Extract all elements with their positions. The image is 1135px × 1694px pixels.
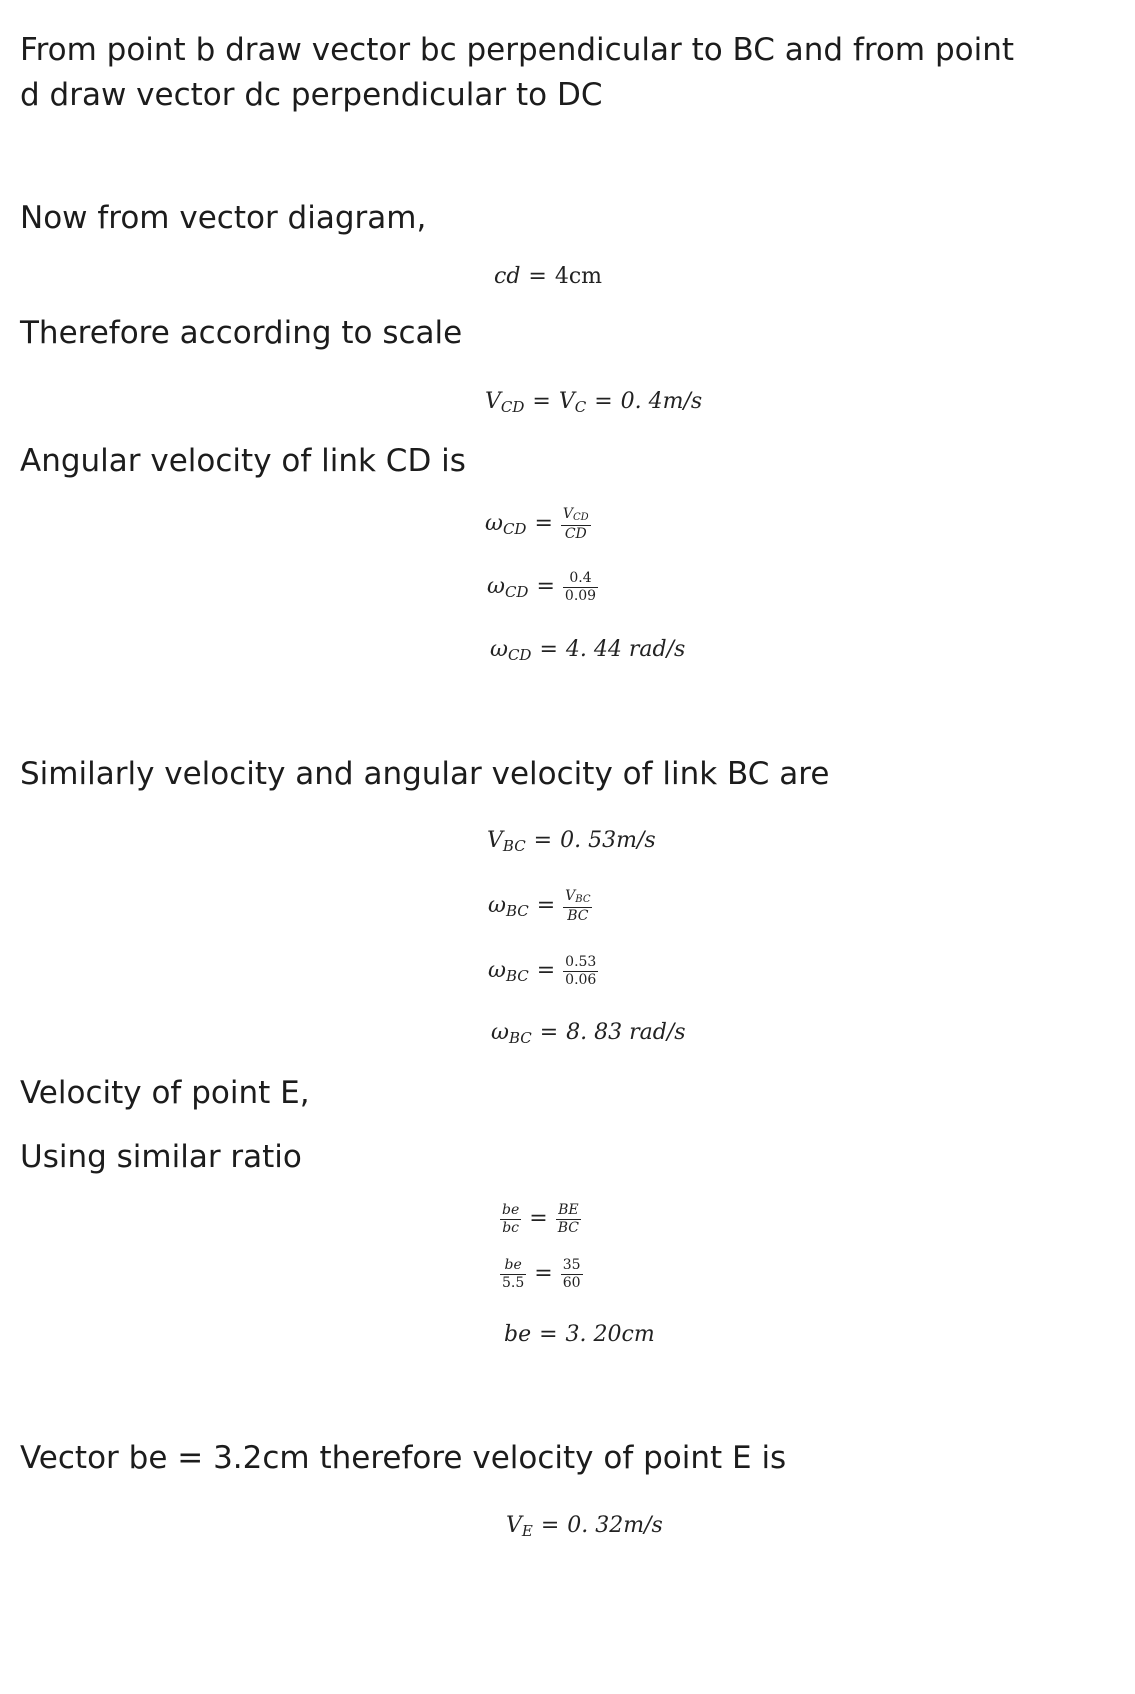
fraction-be-over-bc: $\frac{be}{bc}$	[502, 1202, 520, 1236]
equation-vcd: $V_{CD} = V_C = 0$. 4m/s	[485, 389, 703, 416]
fraction-04-over-009: $\frac{0.4}{0.09}$	[564, 570, 597, 604]
equation-ratio-values: $\frac{be}{5.5}$ = $\frac{35}{60}$	[502, 1257, 581, 1291]
paragraph-angular-cd: Angular velocity of link CD is	[20, 443, 466, 479]
paragraph-velocity-e: Velocity of point E,	[20, 1075, 310, 1111]
paragraph-similar-ratio: Using similar ratio	[20, 1139, 302, 1175]
equation-ratio-symbolic: $\frac{be}{bc}$ = $\frac{BE}{BC}$	[502, 1202, 579, 1236]
fraction-053-over-006: $\frac{0.53}{0.06}$	[565, 954, 597, 988]
paragraph-vector-be: Vector be = 3.2cm therefore velocity of point E is	[20, 1440, 787, 1476]
paragraph-draw-vectors: From point b draw vector bc perpendicular to BC and from point d draw vector dc perpendicular to DC	[20, 32, 1014, 113]
equation-wcd-result: $\omega_{CD} = 4$. 44 rad/s	[490, 637, 686, 664]
paragraph-vector-diagram: Now from vector diagram,	[20, 200, 427, 236]
equation-wbc-result: $\omega_{BC} = 8$. 83 rad/s	[491, 1020, 686, 1047]
fraction-vbc-over-bc: $\frac{V_{BC}}{BC}$	[565, 888, 591, 924]
fraction-35-over-60: $\frac{35}{60}$	[562, 1257, 581, 1291]
equation-wcd-values: $\omega_{CD}$ = $\frac{0.4}{0.09}$	[487, 570, 597, 604]
fraction-vcd-over-cd: $\frac{V_{CD}}{CD}$	[562, 506, 589, 542]
equation-cd: cd = 4cm	[494, 264, 603, 289]
equation-wbc-formula: $\omega_{BC}$ = $\frac{V_{BC}}{BC}$	[488, 888, 591, 924]
equation-be-result: be = 3. 20cm	[504, 1322, 655, 1347]
paragraph-scale: Therefore according to scale	[20, 315, 463, 351]
equation-vbc: $V_{BC} = 0$. 53m/s	[487, 828, 656, 855]
paragraph-link-bc: Similarly velocity and angular velocity of link BC are	[20, 756, 830, 792]
equation-wbc-values: $\omega_{BC}$ = $\frac{0.53}{0.06}$	[488, 954, 597, 988]
fraction-be-over-55: $\frac{be}{5.5}$	[502, 1257, 525, 1291]
fraction-BE-over-BC: $\frac{BE}{BC}$	[557, 1202, 579, 1236]
equation-ve: $V_E = 0$. 32m/s	[506, 1513, 663, 1540]
equation-wcd-formula: $\omega_{CD}$ = $\frac{V_{CD}}{CD}$	[485, 506, 589, 542]
